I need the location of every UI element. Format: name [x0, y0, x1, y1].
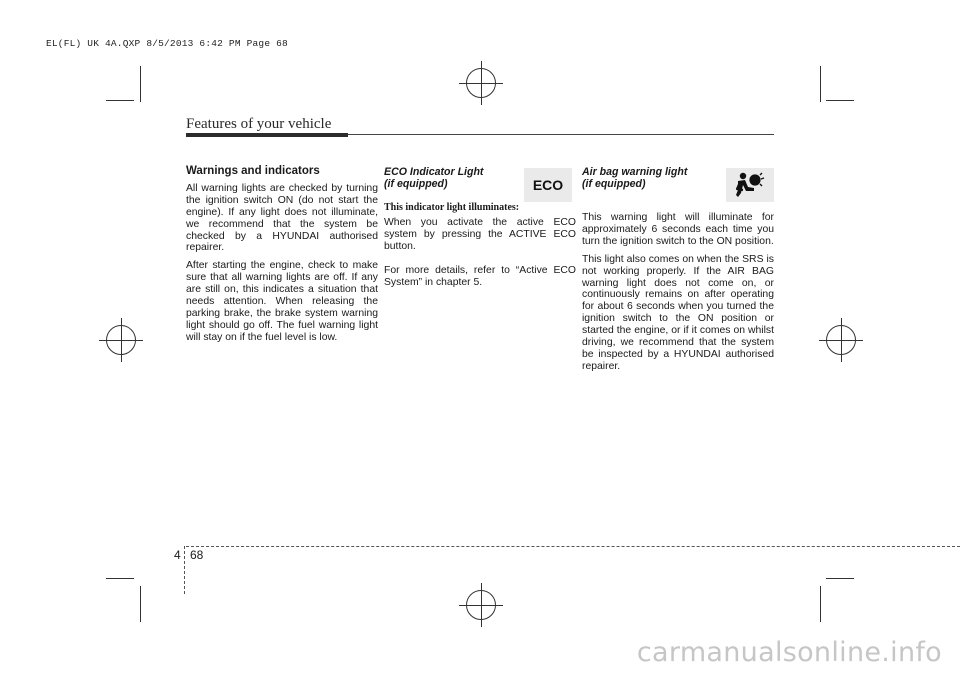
paragraph: All warning lights are checked by turning the ignition switch ON (do not start the engine). If any light does not illuminate, we recommend that the system be checked by a HYUNDAI authorised repairer.: [186, 182, 378, 254]
heading-line: ECO Indicator Light: [384, 166, 484, 178]
column-warnings: [186, 166, 378, 350]
registration-mark-icon: [106, 325, 136, 355]
crop-mark: [106, 578, 134, 579]
airbag-warning-icon: [726, 168, 774, 202]
crop-mark: [106, 100, 134, 101]
section-title: Features of your vehicle: [186, 116, 332, 132]
watermark: carmanualsonline.info: [636, 637, 942, 668]
footer-rule: [186, 546, 960, 547]
print-slug: EL(FL) UK 4A.QXP 8/5/2013 6:42 PM Page 68: [46, 38, 288, 49]
header-rule-thick: [186, 133, 348, 137]
paragraph: This light also comes on when the SRS is not working properly. If the AIR BAG warning light does not come on, or continuously remains on after operating for about 6 seconds when you turned the ignition switch to the ON position or started the engine, or if it comes on whilst driving, we recommend that the system be inspected by a HYUNDAI authorised repairer.: [582, 253, 774, 372]
page-number: 68: [190, 548, 204, 562]
paragraph: For more details, refer to “Active ECO System” in chapter 5.: [384, 264, 576, 288]
eco-indicator-icon: ECO: [524, 168, 572, 202]
chapter-number: 4: [174, 548, 181, 562]
crop-mark: [140, 66, 141, 102]
header-rule-thin: [348, 134, 774, 135]
crop-mark: [820, 66, 821, 102]
footer-divider: [184, 546, 185, 594]
registration-mark-icon: [466, 590, 496, 620]
subheading: This indicator light illuminates:: [384, 202, 520, 213]
registration-mark-icon: [826, 325, 856, 355]
registration-mark-icon: [466, 68, 496, 98]
crop-mark: [826, 578, 854, 579]
crop-mark: [820, 586, 821, 622]
heading-line: Air bag warning light: [582, 166, 688, 178]
heading-warnings: Warnings and indicators: [186, 165, 320, 177]
heading-line: (if equipped): [582, 178, 646, 190]
paragraph: This warning light will illuminate for approximately 6 seconds each time you turn the ignition switch to the ON position.: [582, 212, 774, 247]
paragraph: After starting the engine, check to make sure that all warning lights are off. If any are still on, this indicates a situation that needs attention. When releasing the parking brake, the brake system warning light should go off. The fuel warning light will stay on if the fuel level is low.: [186, 260, 378, 343]
heading-line: (if equipped): [384, 178, 448, 190]
heading-eco: [384, 166, 514, 190]
paragraph: When you activate the active ECO system by pressing the ACTIVE ECO button.: [384, 216, 576, 252]
heading-airbag: [582, 166, 712, 190]
crop-mark: [140, 586, 141, 622]
crop-mark: [826, 100, 854, 101]
